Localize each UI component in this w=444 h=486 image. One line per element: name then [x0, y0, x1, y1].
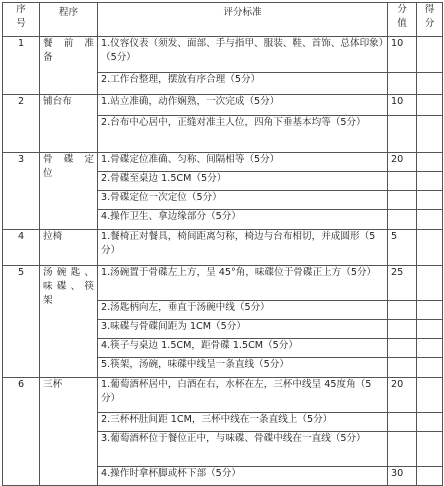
row-procedure: 铺台布: [40, 95, 98, 153]
score-cell: [417, 266, 443, 301]
score-cell: [417, 73, 443, 95]
score-cell: [417, 467, 443, 486]
row-procedure: 餐前准 备: [40, 37, 98, 95]
row-procedure: 三杯: [40, 378, 98, 486]
points-cell: 30: [388, 467, 417, 486]
row-seq: 4: [3, 230, 40, 266]
score-cell: [417, 37, 443, 73]
points-cell: [388, 339, 417, 358]
points-cell: [388, 116, 417, 153]
criteria-item: 1.葡萄酒杯居中，白酒在右，水杯在左，三杯中线呈 45度角（5分）: [98, 378, 388, 413]
score-cell: [417, 301, 443, 320]
points-cell: [388, 172, 417, 191]
header-seq: 序 号: [3, 3, 40, 37]
row-seq: 3: [3, 153, 40, 230]
table-row: [3, 230, 443, 266]
criteria-item: 2.台布中心居中，正缝对准主人位，四角下垂基本均等（5分）: [98, 116, 388, 153]
criteria-item: 5.筷架，汤碗，味碟中线呈一条直线（5分）: [98, 358, 388, 378]
score-cell: [417, 153, 443, 172]
criteria-item: 1.汤碗置于骨碟左上方，呈 45°角，味碟位于骨碟正上方（5分）: [98, 266, 388, 301]
score-cell: [417, 339, 443, 358]
points-cell: [388, 413, 417, 432]
points-cell: [388, 320, 417, 339]
score-cell: [417, 432, 443, 467]
score-cell: [417, 191, 443, 210]
points-cell: 25: [388, 266, 417, 301]
criteria-item: 1.仪容仪表（须发、面部、手与指甲、服装、鞋、首饰、总体印象）（5分）: [98, 37, 388, 73]
points-cell: [388, 358, 417, 378]
points-cell: 20: [388, 378, 417, 413]
scoring-table: [2, 2, 443, 486]
score-cell: [417, 210, 443, 230]
row-seq: 5: [3, 266, 40, 378]
row-seq: 1: [3, 37, 40, 95]
row-seq: 6: [3, 378, 40, 486]
header-row: [3, 3, 443, 37]
header-got: 得 分: [417, 3, 443, 37]
header-points: 分 值: [388, 3, 417, 37]
row-procedure: 拉椅: [40, 230, 98, 266]
header-proc: 程序: [40, 3, 98, 37]
score-cell: [417, 116, 443, 153]
criteria-item: 2.骨碟至桌边 1.5CM（5分）: [98, 172, 388, 191]
criteria-item: 1.餐椅正对餐具，椅间距离匀称，椅边与台布相切，并成圆形（5分）: [98, 230, 388, 266]
criteria-item: 4.筷子与桌边 1.5CM，距骨碟 1.5CM（5分）: [98, 339, 388, 358]
table-row: [3, 153, 443, 172]
criteria-item: 3.味碟与骨碟间距为 1CM（5分）: [98, 320, 388, 339]
criteria-item: 1.站立准确，动作娴熟，一次完成（5分）: [98, 95, 388, 116]
criteria-item: 1.骨碟定位准确、匀称、间隔相等（5分）: [98, 153, 388, 172]
score-cell: [417, 358, 443, 378]
criteria-item: 4.操作卫生、拿边缘部分（5分）: [98, 210, 388, 230]
points-cell: 5: [388, 230, 417, 266]
score-cell: [417, 413, 443, 432]
score-cell: [417, 172, 443, 191]
criteria-item: 3.葡萄酒杯位于餐位正中，与味碟、骨碟中线在一直线（5分）: [98, 432, 388, 467]
table-row: [3, 378, 443, 413]
table-row: [3, 37, 443, 73]
points-cell: [388, 210, 417, 230]
row-procedure: 汤碗匙、 味碟、筷 架: [40, 266, 98, 378]
row-procedure: 骨碟定 位: [40, 153, 98, 230]
points-cell: 10: [388, 37, 417, 73]
criteria-item: 2.汤匙柄向左，垂直于汤碗中线（5分）: [98, 301, 388, 320]
criteria-item: 4.操作时拿杯脚或杯下部（5分）: [98, 467, 388, 486]
table-row: [3, 266, 443, 301]
criteria-item: 3.骨碟定位一次定位（5分）: [98, 191, 388, 210]
score-cell: [417, 378, 443, 413]
score-cell: [417, 320, 443, 339]
score-cell: [417, 95, 443, 116]
points-cell: [388, 191, 417, 210]
row-seq: 2: [3, 95, 40, 153]
criteria-item: 2.三杯杯肚间距 1CM，三杯中线在一条直线上（5分）: [98, 413, 388, 432]
points-cell: [388, 432, 417, 467]
score-cell: [417, 230, 443, 266]
points-cell: [388, 301, 417, 320]
points-cell: 20: [388, 153, 417, 172]
points-cell: [388, 73, 417, 95]
criteria-item: 2.工作台整理，摆放有序合理（5分）: [98, 73, 388, 95]
points-cell: 10: [388, 95, 417, 116]
table-row: [3, 95, 443, 116]
header-criteria: 评分标准: [98, 3, 388, 37]
